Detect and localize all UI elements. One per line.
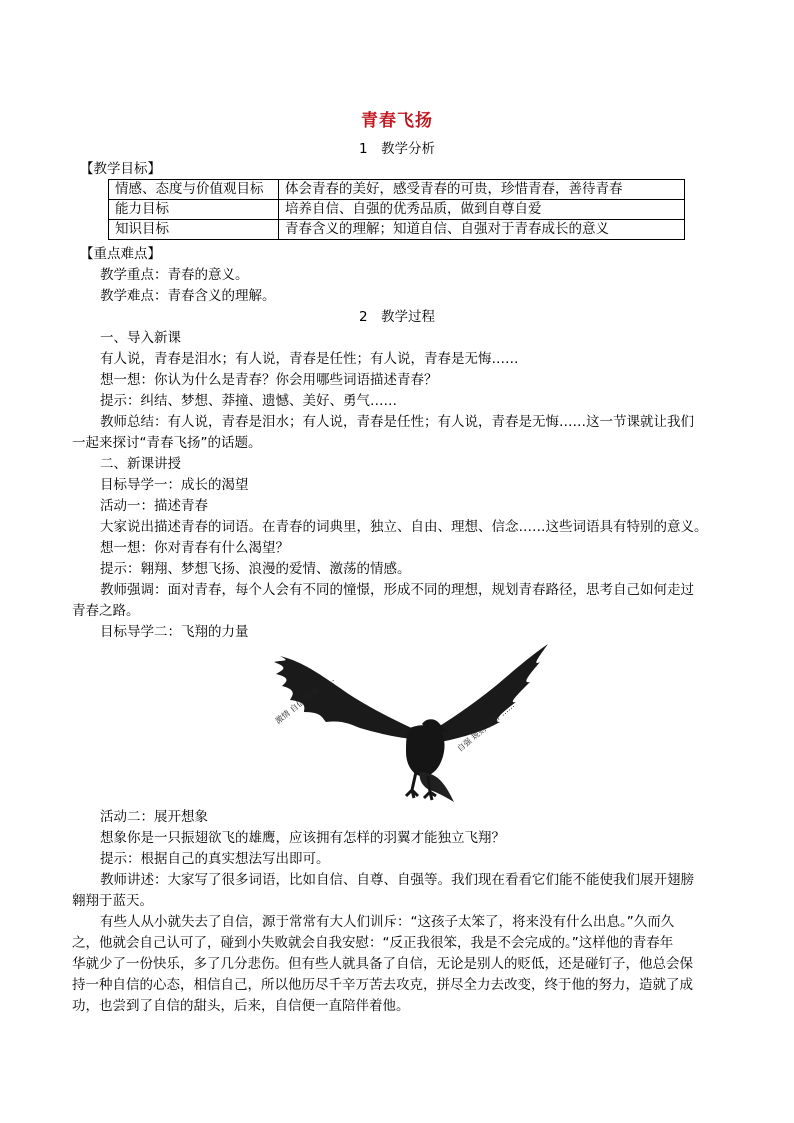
- objective-category: 能力目标: [109, 200, 279, 220]
- part-heading-intro: 一、导入新课: [100, 330, 181, 346]
- eagle-illustration: [270, 640, 554, 806]
- section-heading-analysis: 1 教学分析: [358, 141, 436, 157]
- paragraph: 功，也尝到了自信的甜头，后来，自信便一直陪伴着他。: [72, 998, 410, 1014]
- paragraph: 翱翔于蓝天。: [72, 893, 153, 909]
- right-wing-words: 自强 规则 宽容 ……: [455, 700, 517, 754]
- keypoints-label: 【重点难点】: [80, 246, 161, 262]
- part-heading-lesson: 二、新课讲授: [100, 456, 181, 472]
- keypoint-difficulty: 教学难点：青春含义的理解。: [100, 288, 276, 304]
- section-heading-process: 2 教学过程: [358, 309, 436, 325]
- objective-content: 青春含义的理解；知道自信、自强对于青春成长的意义: [279, 220, 685, 240]
- objective-content: 培养自信、自强的优秀品质，做到自尊自爱: [279, 200, 685, 220]
- table-row: [109, 220, 685, 240]
- activity-heading: 活动二：展开想象: [100, 809, 208, 825]
- paragraph: 提示：翱翔、梦想飞扬、浪漫的爱情、激荡的情感。: [100, 561, 411, 577]
- page-title: 青春飞扬: [361, 111, 433, 131]
- paragraph: 教师讲述：大家写了很多词语，比如自信、自尊、自强等。我们现在看看它们能不能使我们展开翅膀: [100, 872, 694, 888]
- paragraph: 有些人从小就失去了自信，源于常常有大人们训斥：“这孩子太笨了，将来没有什么出息。”久而久: [100, 914, 675, 930]
- paragraph: 大家说出描述青春的词语。在青春的词典里，独立、自由、理想、信念……这些词语具有特别的意义。: [100, 519, 708, 535]
- paragraph: 想象你是一只振翅欲飞的雄鹰，应该拥有怎样的羽翼才能独立飞翔？: [100, 830, 505, 846]
- objectives-label: 【教学目标】: [80, 161, 161, 177]
- keypoint-focus: 教学重点：青春的意义。: [100, 267, 249, 283]
- paragraph: 持一种自信的心态，相信自己，所以他历尽千辛万苦去攻克，拼尽全力去改变，终于他的努力，造就了成: [72, 977, 693, 993]
- paragraph: 提示：根据自己的真实想法写出即可。: [100, 851, 330, 867]
- objective-category: 知识目标: [109, 220, 279, 240]
- paragraph: 想一想：你认为什么是青春？你会用哪些词语描述青春？: [100, 372, 438, 388]
- paragraph: 华就少了一份快乐，多了几分悲伤。但有些人就具备了自信，无论是别人的贬低，还是碰钉子，他总会保: [72, 956, 693, 972]
- activity-heading: 活动一：描述青春: [100, 498, 208, 514]
- paragraph: 提示：纠结、梦想、莽撞、遗憾、美好、勇气……: [100, 393, 397, 409]
- objective-content: 体会青春的美好，感受青春的可贵，珍惜青春，善待青春: [279, 180, 685, 200]
- table-row: [109, 180, 685, 200]
- paragraph: 青春之路。: [72, 603, 140, 619]
- paragraph: 教师总结：有人说，青春是泪水；有人说，青春是任性；有人说，青春是无悔……这一节课就让我们: [100, 414, 694, 430]
- paragraph: 想一想：你对青春有什么渴望？: [100, 540, 289, 556]
- goal-heading: 目标导学二：飞翔的力量: [100, 624, 249, 640]
- table-row: [109, 200, 685, 220]
- eagle-icon: [270, 640, 554, 806]
- goal-heading: 目标导学一：成长的渴望: [100, 477, 249, 493]
- paragraph: 一起来探讨“青春飞扬”的话题。: [72, 435, 262, 451]
- paragraph: 之，他就会自己认可了，碰到小失败就会自我安慰：“反正我很笨，我是不会完成的。”这样他的青春年: [72, 935, 674, 951]
- objectives-table: [108, 179, 685, 240]
- paragraph: 有人说，青春是泪水；有人说，青春是任性；有人说，青春是无悔……: [100, 351, 519, 367]
- objective-category: 情感、态度与价值观目标: [109, 180, 279, 200]
- left-wing-words: 激情 自信 自尊 ……: [273, 674, 336, 726]
- paragraph: 教师强调：面对青春，每个人会有不同的憧憬，形成不同的理想，规划青春路径，思考自己如何走过: [100, 582, 694, 598]
